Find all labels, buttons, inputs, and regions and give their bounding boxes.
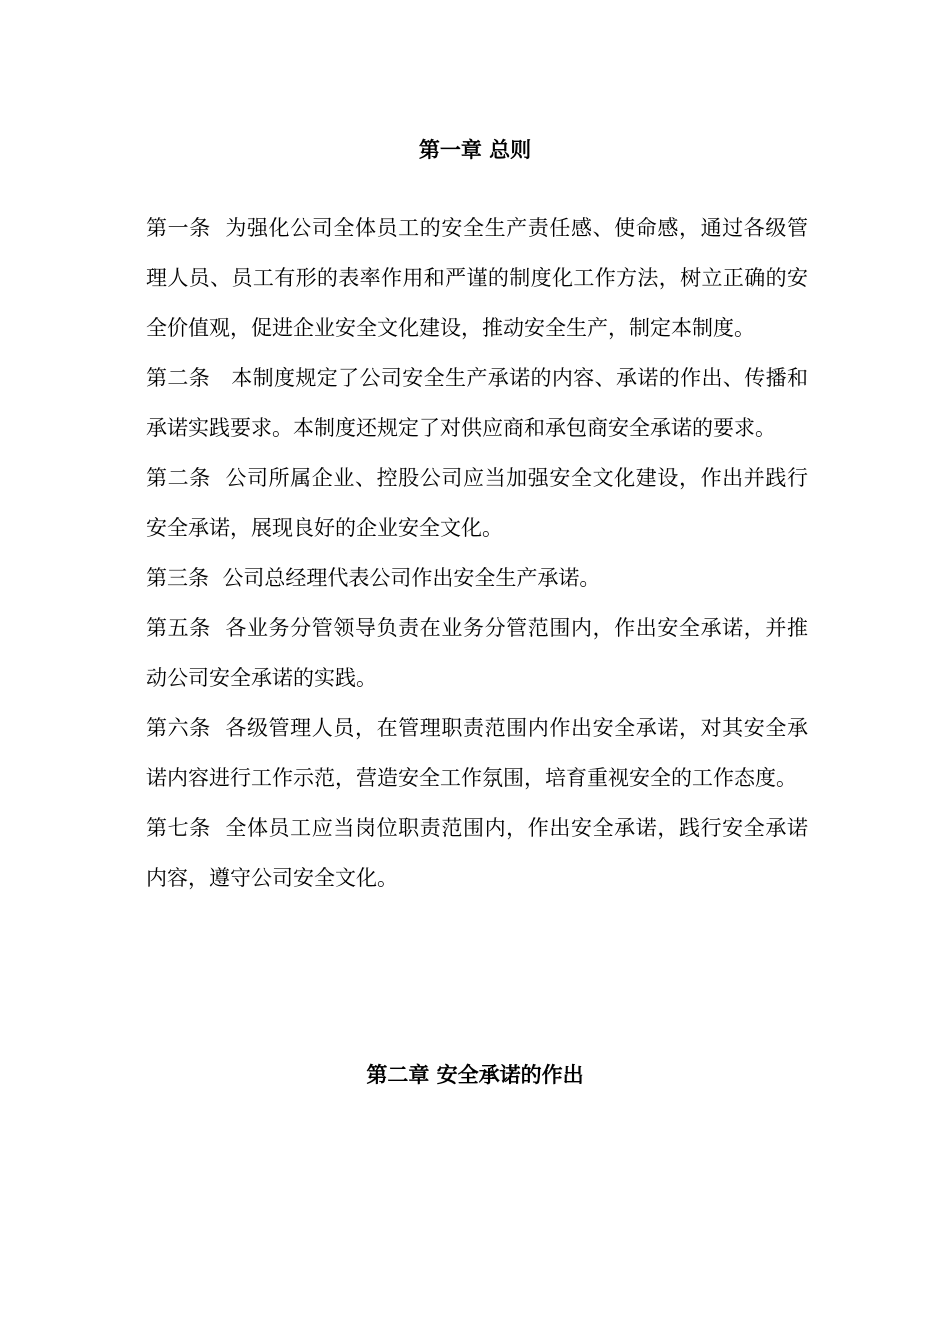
article-3: 第三条 公司总经理代表公司作出安全生产承诺。 — [146, 566, 601, 590]
article-1: 第一条 为强化公司全体员工的安全生产责任感、使命感，通过各级管理人员、员工有形的表率作用和严谨的制度化工作方法，树立正确的安全价值观，促进企业安全文化建设，推动安全生产，制定本制度。 — [146, 216, 808, 340]
article-5: 第五条 各业务分管领导负责在业务分管范围内，作出安全承诺，并推动公司安全承诺的实践。 — [146, 616, 808, 690]
chapter-2-title: 第二章 安全承诺的作出 — [366, 1063, 584, 1087]
chapter-1-title: 第一章 总则 — [418, 138, 532, 162]
article-7: 第七条 全体员工应当岗位职责范围内，作出安全承诺，践行安全承诺内容，遵守公司安全文化。 — [146, 816, 808, 890]
article-6: 第六条 各级管理人员，在管理职责范围内作出安全承诺，对其安全承诺内容进行工作示范，营造安全工作氛围，培育重视安全的工作态度。 — [146, 716, 808, 790]
article-2: 第二条 本制度规定了公司安全生产承诺的内容、承诺的作出、传播和承诺实践要求。本制度还规定了对供应商和承包商安全承诺的要求。 — [146, 366, 808, 440]
article-2b: 第二条 公司所属企业、控股公司应当加强安全文化建设，作出并践行安全承诺，展现良好的企业安全文化。 — [146, 466, 808, 540]
articles-body — [146, 203, 808, 903]
